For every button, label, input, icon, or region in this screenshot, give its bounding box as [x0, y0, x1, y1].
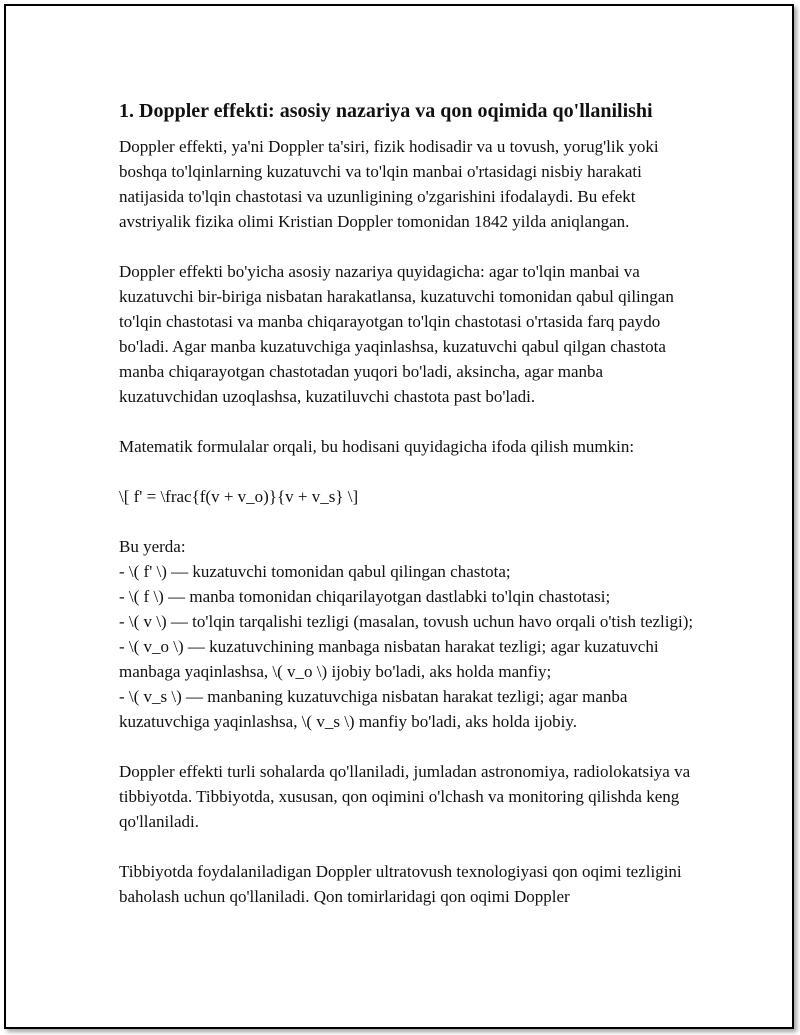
definition-item: - \( f' \) — kuzatuvchi tomonidan qabul qilingan chastota; — [119, 562, 511, 581]
document-body — [119, 98, 699, 934]
document-page — [4, 4, 794, 1029]
definitions-list — [119, 534, 699, 734]
definition-item: - \( v_o \) — kuzatuvchining manbaga nisbatan harakat tezligi; agar kuzatuvchi manbaga yaqinlashsa, \( v_o \) ijobiy bo'ladi, aks holda manfiy; — [119, 637, 659, 681]
definition-item: - \( v_s \) — manbaning kuzatuvchiga nisbatan harakat tezligi; agar manba kuzatuvchiga yaqinlashsa, \( v_s \) manfiy bo'ladi, aks holda ijobiy. — [119, 687, 628, 731]
paragraph-applications: Doppler effekti turli sohalarda qo'llaniladi, jumladan astronomiya, radiolokatsiya va tibbiyotda. Tibbiyotda, xususan, qon oqimini o'lchash va monitoring qilishda keng qo'llaniladi. — [119, 762, 691, 831]
definition-item: - \( f \) — manba tomonidan chiqarilayotgan dastlabki to'lqin chastotasi; — [119, 587, 611, 606]
paragraph-formula-intro: Matematik formulalar orqali, bu hodisani quyidagicha ifoda qilish mumkin: — [119, 437, 635, 456]
definition-item: - \( v \) — to'lqin tarqalishi tezligi (masalan, tovush uchun havo orqali o'tish tezligi); — [119, 612, 694, 631]
paragraph-theory: Doppler effekti bo'yicha asosiy nazariya quyidagicha: agar to'lqin manbai va kuzatuvchi bir-biriga nisbatan harakatlansa, kuzatuvchi tomonidan qabul qilingan to'lqin chastotasi va manba chiqarayotgan to'lqin chastotasi o'rtasida farq paydo bo'ladi. Agar manba kuzatuvchiga yaqinlashsa, kuzatuvchi qabul qilgan chastota manba chiqarayotgan chastotadan yuqori bo'ladi, aksincha, agar manba kuzatuvchidan uzoqlashsa, kuzatiluvchi chastota past bo'ladi. — [119, 262, 674, 406]
paragraph-definition: Doppler effekti, ya'ni Doppler ta'siri, fizik hodisadir va u tovush, yorug'lik yoki boshqa to'lqinlarning kuzatuvchi va to'lqin manbai o'rtasidagi nisbiy harakati natijasida to'lqin chastotasi va uzunligining o'zgarishini ifodalaydi. Bu efekt avstriyalik fizika olimi Kristian Doppler tomonidan 1842 yilda aniqlangan. — [119, 137, 659, 231]
formula-line: \[ f' = \frac{f(v + v_o)}{v + v_s} \] — [119, 487, 359, 506]
definitions-intro: Bu yerda: — [119, 537, 186, 556]
section-heading: 1. Doppler effekti: asosiy nazariya va qon oqimida qo'llanilishi — [119, 100, 653, 122]
paragraph-medical-ultrasound: Tibbiyotda foydalaniladigan Doppler ultratovush texnologiyasi qon oqimi tezligini baholash uchun qo'llaniladi. Qon tomirlaridagi qon oqimi Doppler — [119, 862, 682, 906]
